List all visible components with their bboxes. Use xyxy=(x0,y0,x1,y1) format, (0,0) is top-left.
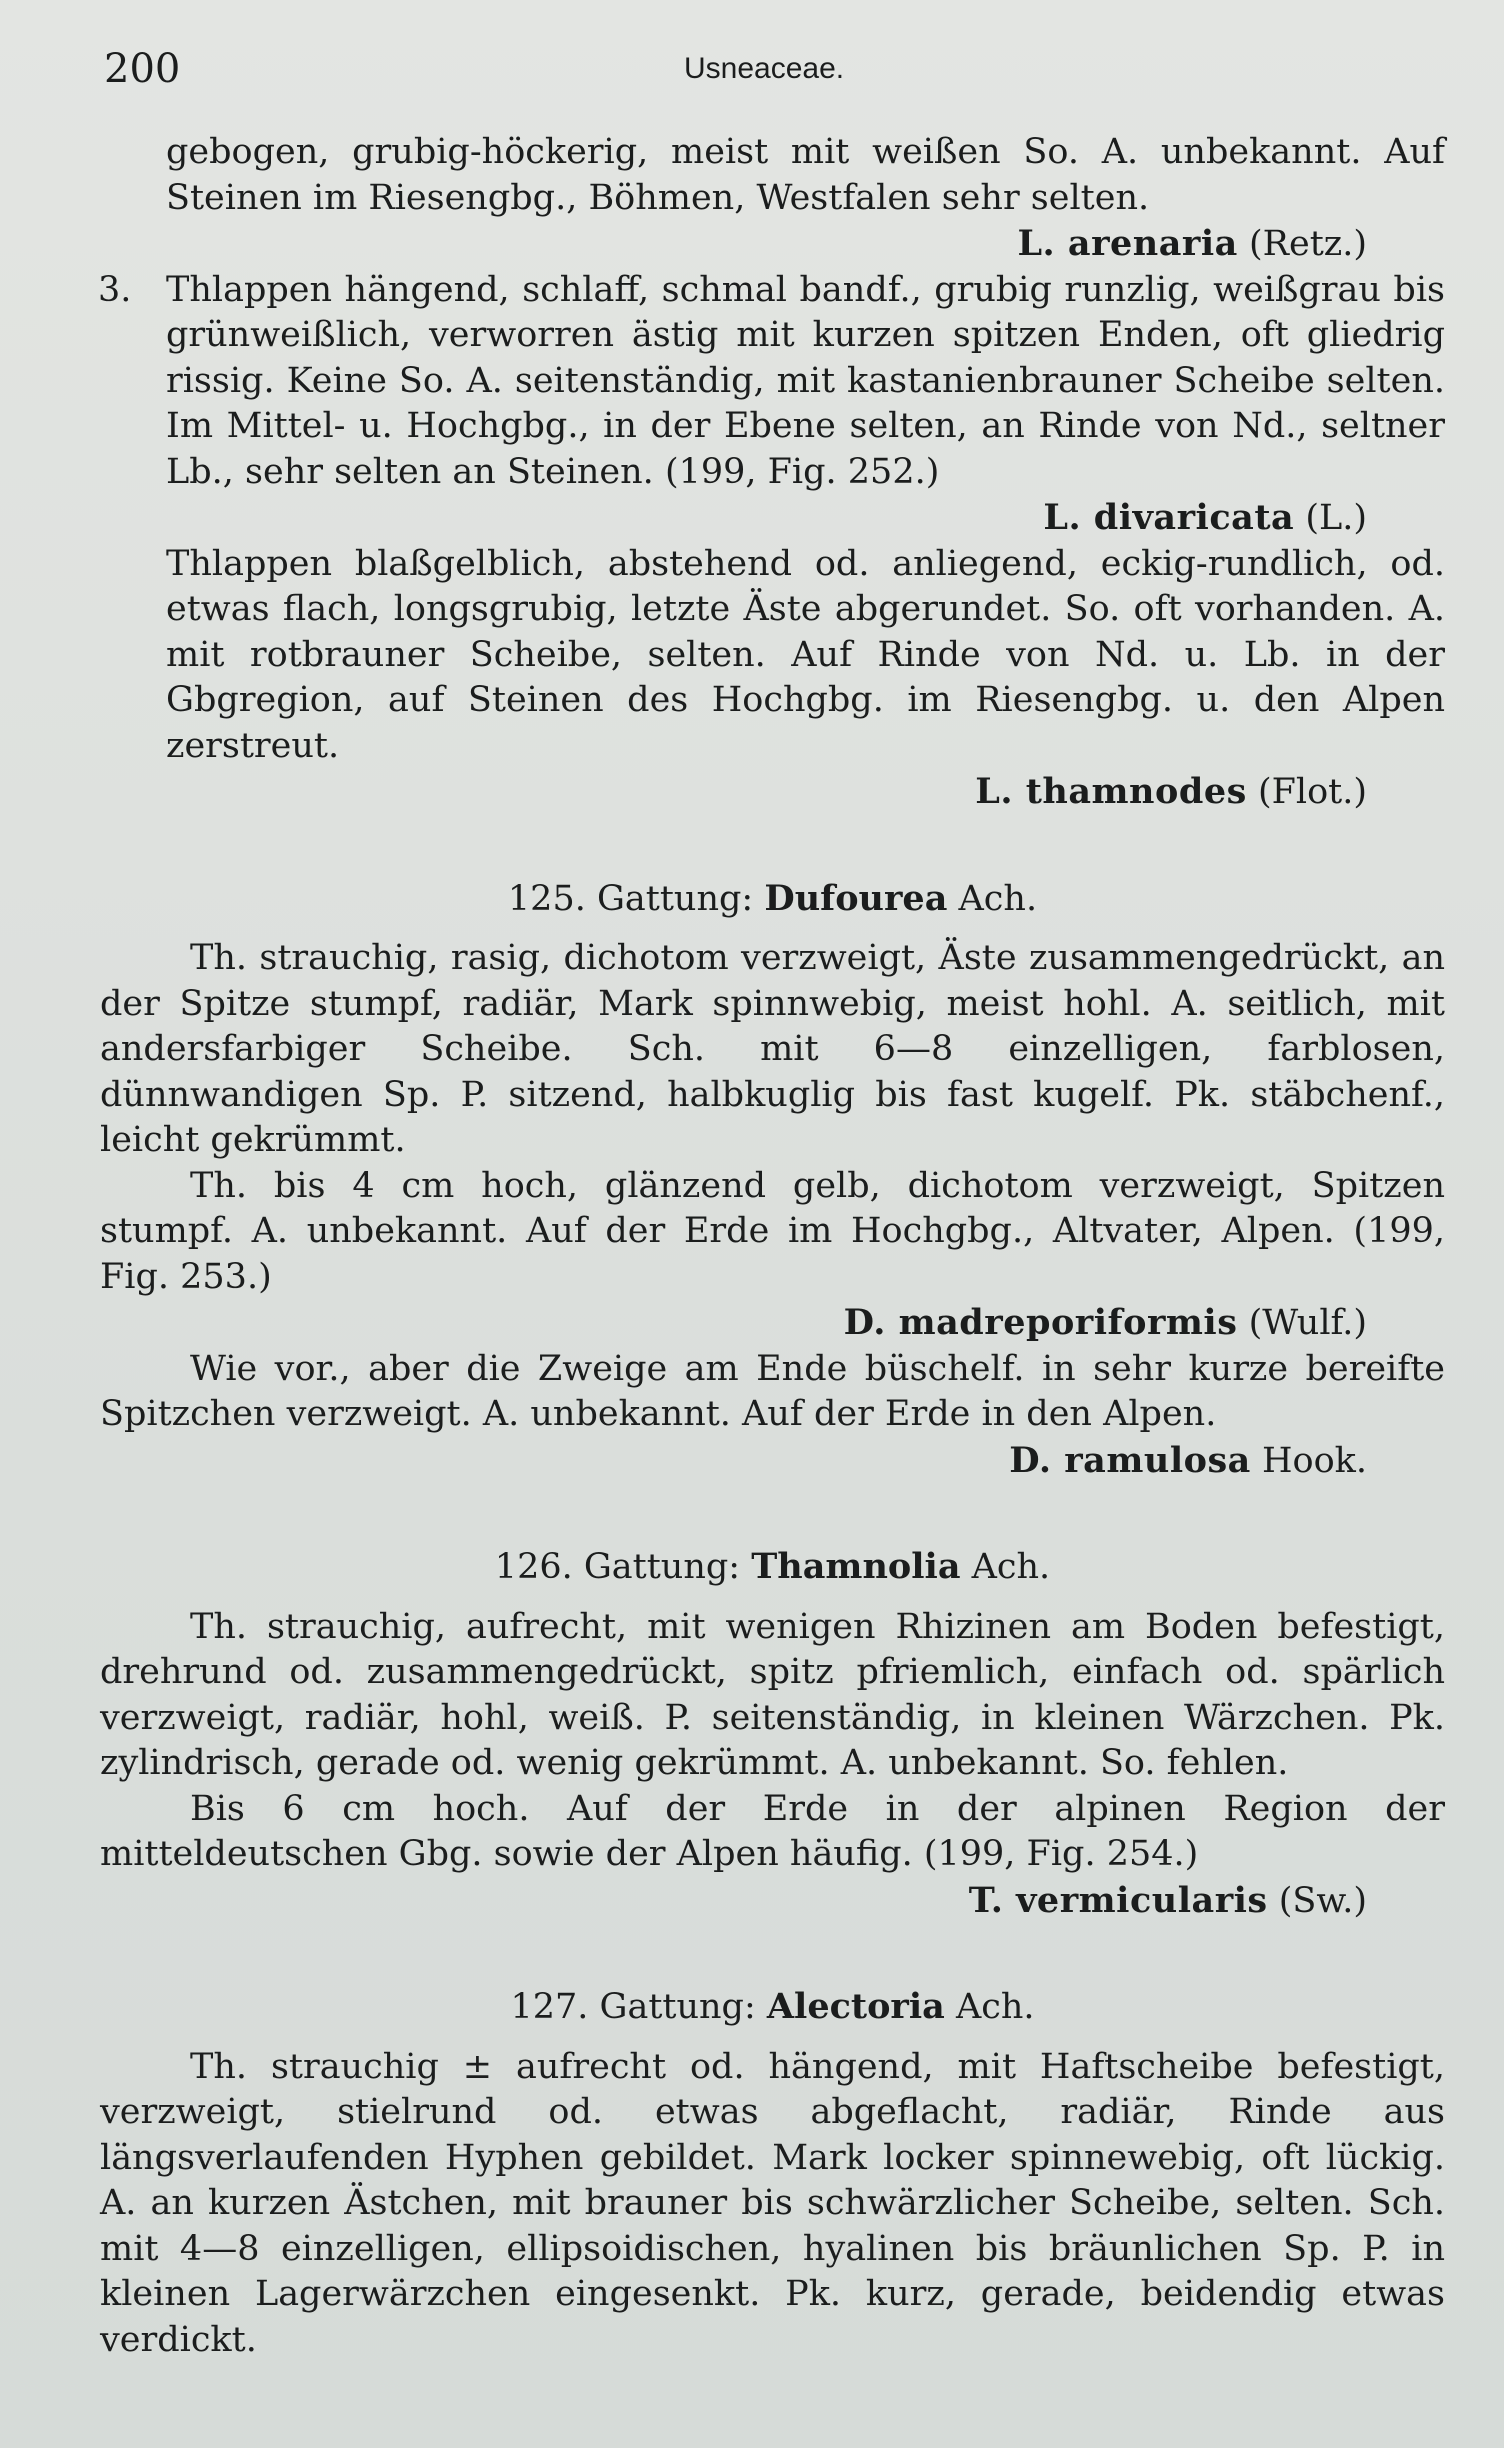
entry-text: Thlappen hängend, schlaff, schmal bandf., grubig runzlig, weißgrau bis grünweißlich, verworren ästig mit kurzen spitzen Enden, oft gliedrig rissig. Keine So. A. seitenständig, mit kastanienbrauner Scheibe selten. Im Mittel- u. Hochgbg., in der Ebene selten, an Rinde von Nd., seltner Lb., sehr selten an Steinen. (199, Fig. 252.) xyxy=(166,269,1445,492)
species-description: Bis 6 cm hoch. Auf der Erde in der alpinen Region der mitteldeutschen Gbg. sowie der Alpen häufig. (199, Fig. 254.) xyxy=(100,1788,1445,1874)
species-name-line xyxy=(100,495,1445,542)
running-head: Usneaceae. xyxy=(684,52,845,85)
species-name-line xyxy=(100,1300,1445,1347)
species-author: (L.) xyxy=(1305,498,1367,538)
page-number: 200 xyxy=(104,46,181,92)
species-name: L. divaricata xyxy=(1043,497,1295,538)
genus-description: Th. strauchig, rasig, dichotom verzweigt, Äste zusammengedrückt, an der Spitze stumpf, radiär, Mark spinnwebig, meist hohl. A. seitlich, mit andersfarbiger Scheibe. Sch. mit 6—8 einzelligen, farblosen, dünnwandigen Sp. P. sitzend, halbkuglig bis fast kugelf. Pk. stäbchenf., leicht gekrümmt. xyxy=(100,938,1445,1160)
paragraph xyxy=(100,542,1445,770)
species-description: Th. bis 4 cm hoch, glänzend gelb, dichotom verzweigt, Spitzen stumpf. A. unbekannt. Auf der Erde im Hochgbg., Altvater, Alpen. (199, Fig. 253.) xyxy=(100,1165,1445,1297)
genus-number: 125. Gattung: xyxy=(507,878,754,919)
genus-number: 126. Gattung: xyxy=(494,1547,741,1587)
species-name: T. vermicularis xyxy=(968,1879,1268,1921)
page-header xyxy=(104,46,1400,102)
genus-name: Thamnolia xyxy=(751,1546,961,1587)
genus-author: Ach. xyxy=(956,1987,1035,2027)
species-author: Hook. xyxy=(1262,1440,1367,1481)
paragraph-continued: gebogen, grubig-höckerig, meist mit weißen So. A. unbekannt. Auf Steinen im Riesengbg., Böhmen, Westfalen sehr selten. xyxy=(166,132,1445,218)
genus-description: Th. strauchig, aufrecht, mit wenigen Rhizinen am Boden befestigt, drehrund od. zusammengedrückt, spitz pfriemlich, einfach od. spärlich verzweigt, radiär, hohl, weiß. P. seitenständig, in kleinen Wärzchen. Pk. zylindrisch, gerade od. wenig gekrümmt. A. unbekannt. So. fehlen. xyxy=(100,1606,1445,1783)
genus-author: Ach. xyxy=(958,878,1038,919)
species-author: (Retz.) xyxy=(1248,224,1367,264)
genus-name: Dufourea xyxy=(764,877,948,919)
species-author: (Flot.) xyxy=(1257,772,1367,812)
paragraph-text: Thlappen blaßgelblich, abstehend od. anliegend, eckig-rundlich, od. etwas flach, longsgrubig, letzte Äste abgerundet. So. oft vorhanden. A. mit rotbrauner Scheibe, selten. Auf Rinde von Nd. u. Lb. in der Gbgregion, auf Steinen des Hochgbg. im Riesengbg. u. den Alpen zerstreut. xyxy=(166,543,1445,766)
genus-number: 127. Gattung: xyxy=(510,1987,756,2027)
species-description: Wie vor., aber die Zweige am Ende büschelf. in sehr kurze bereifte Spitzchen verzweigt. A. unbekannt. Auf der Erde in den Alpen. xyxy=(100,1348,1445,1434)
genus-author: Ach. xyxy=(971,1547,1051,1587)
species-name: D. ramulosa xyxy=(1009,1439,1251,1481)
genus-description: Th. strauchig ± aufrecht od. hängend, mit Haftscheibe befestigt, verzweigt, stielrund od. etwas abgeflacht, radiär, Rinde aus längsverlaufenden Hyphen gebildet. Mark locker spinnewebig, oft lückig. A. an kurzen Ästchen, mit brauner bis schwärzlicher Scheibe, selten. Sch. mit 4—8 einzelligen, ellipsoidischen, hyalinen bis bräunlichen Sp. P. in kleinen Lagerwärzchen eingesenkt. Pk. kurz, gerade, beidendig etwas verdickt. xyxy=(100,2046,1445,2360)
genus-heading xyxy=(100,1544,1445,1591)
species-name-line xyxy=(100,221,1445,268)
numbered-entry xyxy=(100,268,1445,496)
species-name-line xyxy=(100,1878,1445,1925)
species-name-line xyxy=(100,769,1445,816)
genus-heading xyxy=(100,876,1445,923)
species-author: (Wulf.) xyxy=(1248,1303,1367,1343)
page-body xyxy=(100,130,1445,2363)
entry-number: 3. xyxy=(98,269,132,310)
species-name: D. madreporiformis xyxy=(843,1302,1238,1343)
genus-heading xyxy=(100,1984,1445,2031)
species-name-line xyxy=(100,1438,1445,1485)
species-author: (Sw.) xyxy=(1278,1880,1367,1921)
genus-name: Alectoria xyxy=(766,1986,945,2027)
species-name: L. thamnodes xyxy=(975,771,1247,812)
species-name: L. arenaria xyxy=(1017,223,1238,264)
